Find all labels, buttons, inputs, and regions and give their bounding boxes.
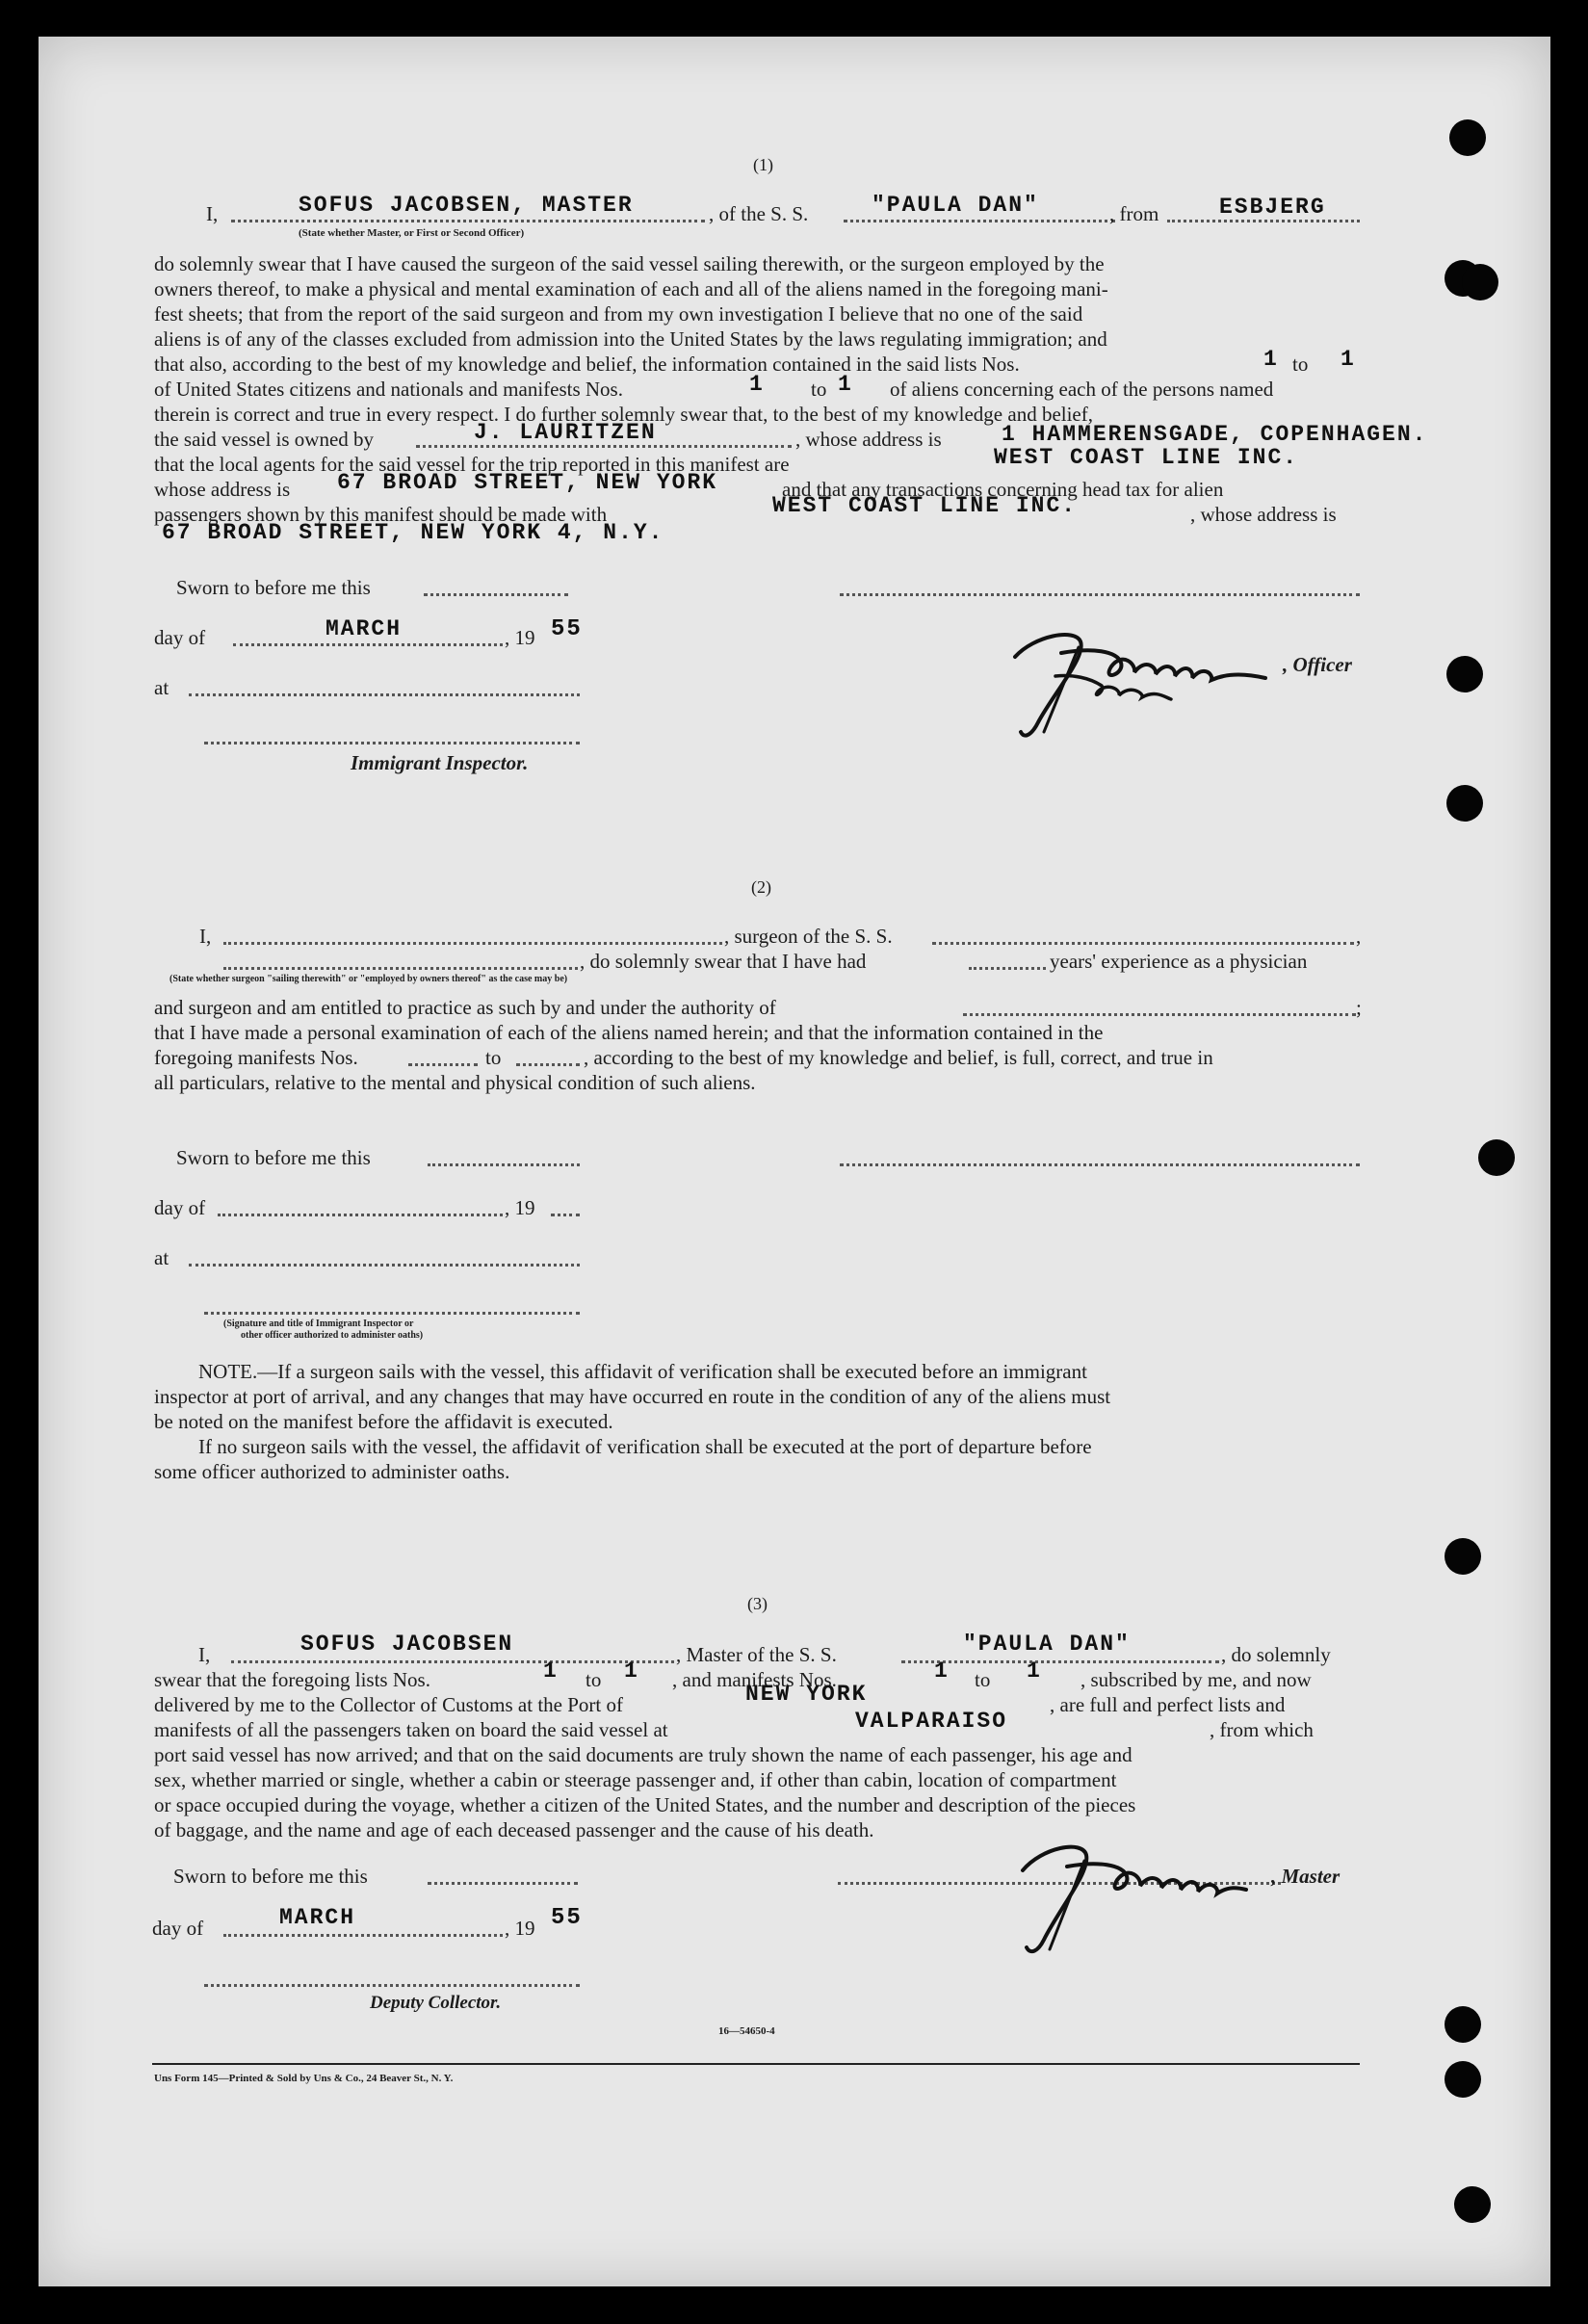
departure-port: ESBJERG (1219, 195, 1326, 220)
blank-line (204, 1312, 580, 1315)
agents-label: that the local agents for the said vessel for the trip reported in this manifest are (154, 453, 790, 476)
blank-line (428, 1882, 578, 1885)
sworn-label: Sworn to before me this (173, 1865, 368, 1888)
blank-line (840, 593, 1360, 596)
punch-hole (1454, 2186, 1491, 2223)
blank-line (428, 1163, 580, 1166)
note-line: If no surgeon sails with the vessel, the affidavit of verification shall be executed at the port of departure before (198, 1435, 1092, 1458)
blank-line (969, 967, 1046, 970)
swear-lists-text: swear that the foregoing lists Nos. (154, 1668, 430, 1691)
passengers-label: passengers shown by this manifest should be made with (154, 503, 608, 526)
blank-line (416, 445, 792, 448)
lists-from-3: 1 (543, 1658, 559, 1684)
day-of-label: day of (154, 626, 206, 649)
blank-line (223, 1934, 503, 1937)
punch-hole (1449, 119, 1486, 156)
agents-address: 67 BROAD STREET, NEW YORK (337, 470, 718, 495)
to-word: to (975, 1668, 991, 1691)
year-prefix: , 19 (505, 1196, 535, 1219)
paragraph-line: foregoing manifests Nos. (154, 1046, 358, 1069)
signature-note: other officer authorized to administer oaths) (241, 1330, 424, 1341)
blank-line (1167, 220, 1360, 222)
state-note: (State whether surgeon "sailing therewith" or "employed by owners thereof" as the case may be) (169, 974, 568, 984)
paragraph-line: or space occupied during the voyage, whether a citizen of the United States, and the number and description of the pieces (154, 1793, 1136, 1816)
paragraph-line: aliens is of any of the classes excluded from admission into the United States by the laws regulating immigration; and (154, 327, 1107, 351)
owned-by-label: the said vessel is owned by (154, 428, 375, 451)
punch-hole (1462, 264, 1498, 300)
paragraph-line: all particulars, relative to the mental and physical condition of such aliens. (154, 1071, 756, 1094)
section-number-1: (1) (753, 155, 773, 174)
blank-line (932, 942, 1354, 945)
manifests-all-text: manifests of all the passengers taken on board the said vessel at (154, 1718, 668, 1741)
full-perfect-text: , are full and perfect lists and (1050, 1693, 1286, 1716)
head-tax-label: and that any transactions concerning head tax for alien (782, 478, 1224, 501)
paragraph-line: owners thereof, to make a physical and mental examination of each and all of the aliens named in the foregoing mani- (154, 277, 1108, 300)
sworn-label: Sworn to before me this (176, 1146, 371, 1169)
whose-address-label: , whose address is (795, 428, 942, 451)
manifests-from-3: 1 (934, 1658, 950, 1684)
form-code: 16—54650-4 (718, 2025, 775, 2037)
note-line: inspector at port of arrival, and any changes that may have occurred en route in the condition of any of the aliens must (154, 1385, 1111, 1408)
paragraph-line: of baggage, and the name and age of each deceased passenger and the cause of his death. (154, 1818, 874, 1841)
blank-line (551, 1214, 580, 1216)
officer-label: , Officer (1283, 653, 1352, 676)
punch-hole (1445, 1538, 1481, 1575)
paragraph-line: do solemnly swear that I have caused the surgeon of the said vessel sailing therewith, or the surgeon employed by the (154, 252, 1105, 275)
according-text: , according to the best of my knowledge and belief, is full, correct, and true in (584, 1046, 1213, 1069)
agents-address-label: whose address is (154, 478, 291, 501)
year-prefix: , 19 (505, 1917, 535, 1940)
section-number-3: (3) (747, 1594, 768, 1613)
swear-text: , do solemnly swear that I have had (580, 950, 867, 973)
blank-line (189, 693, 580, 696)
to-word: to (1292, 353, 1309, 376)
blank-line (424, 593, 568, 596)
blank-line (223, 942, 722, 945)
blank-line (516, 1063, 580, 1066)
signature-note: (Signature and title of Immigrant Inspector or (223, 1319, 414, 1329)
collector-label: Deputy Collector. (370, 1993, 502, 2013)
vessel-name-3: "PAULA DAN" (963, 1632, 1131, 1657)
owner-address: 1 HAMMERENSGADE, COPENHAGEN. (1002, 422, 1428, 447)
master-signature (990, 1826, 1260, 1961)
day-of-label: day of (152, 1917, 204, 1940)
footer-rule (152, 2063, 1360, 2065)
blank-line (218, 1214, 503, 1216)
semicolon: ; (1356, 996, 1362, 1019)
from-label: , from (1109, 202, 1159, 225)
of-aliens-text: of aliens concerning each of the persons named (890, 378, 1274, 401)
oath-prefix: I, (199, 925, 212, 948)
master-name-3: SOFUS JACOBSEN (300, 1632, 514, 1657)
master-label: , Master (1271, 1865, 1341, 1888)
day-of-label: day of (154, 1196, 206, 1219)
comma: , (1356, 925, 1362, 948)
sworn-label: Sworn to before me this (176, 576, 371, 599)
paragraph-line: that also, according to the best of my knowledge and belief, the information contained in the said lists Nos. (154, 353, 1020, 376)
from-which-text: , from which (1210, 1718, 1314, 1741)
owner-name: J. LAURITZEN (474, 420, 657, 445)
at-label: at (154, 676, 169, 699)
oath-prefix: I, (198, 1643, 211, 1666)
punch-hole (1445, 2061, 1481, 2098)
and-manifests-text: , and manifests Nos. (672, 1668, 837, 1691)
whose-address-is: , whose address is (1190, 503, 1337, 526)
sworn-month: MARCH (325, 616, 403, 641)
blank-line (840, 1163, 1360, 1166)
master-name: SOFUS JACOBSEN, MASTER (299, 193, 634, 218)
note-line: NOTE.—If a surgeon sails with the vessel, this affidavit of verification shall be executed before an immigrant (198, 1360, 1087, 1383)
blank-line (223, 967, 578, 970)
experience-text: years' experience as a physician (1050, 950, 1308, 973)
vessel-name: "PAULA DAN" (872, 193, 1039, 218)
blank-line (844, 220, 1115, 222)
paragraph-line: of United States citizens and nationals and manifests Nos. (154, 378, 623, 401)
inspector-label: Immigrant Inspector. (351, 751, 529, 774)
manifests-from: 1 (749, 372, 765, 397)
punch-hole (1446, 785, 1483, 822)
master-of-label: , Master of the S. S. (676, 1643, 837, 1666)
oath-prefix: I, (206, 202, 219, 225)
note-line: some officer authorized to administer oaths. (154, 1460, 510, 1483)
punch-hole (1478, 1139, 1515, 1176)
year-prefix: , 19 (505, 626, 535, 649)
delivered-text: delivered by me to the Collector of Customs at the Port of (154, 1693, 623, 1716)
sworn-month-3: MARCH (279, 1905, 356, 1930)
punch-hole (1446, 656, 1483, 692)
surgeon-of-label: , surgeon of the S. S. (724, 925, 893, 948)
sworn-year: 55 (551, 616, 583, 642)
solemnly-text: , do solemnly (1221, 1643, 1331, 1666)
embark-port: VALPARAISO (855, 1709, 1008, 1734)
lists-to-3: 1 (624, 1658, 639, 1684)
head-tax-agent: WEST COAST LINE INC. (772, 493, 1078, 518)
blank-line (408, 1063, 478, 1066)
note-line: be noted on the manifest before the affidavit is executed. (154, 1410, 613, 1433)
manifests-to: 1 (838, 372, 853, 397)
section-number-2: (2) (751, 877, 771, 897)
paragraph-line: that I have made a personal examination of each of the aliens named herein; and that the information contained in the (154, 1021, 1104, 1044)
to-word: to (586, 1668, 602, 1691)
arrival-port: NEW YORK (745, 1682, 868, 1707)
paragraph-line: port said vessel has now arrived; and that on the said documents are truly shown the name of each passenger, his age and (154, 1743, 1132, 1766)
of-ss-label: , of the S. S. (709, 202, 809, 225)
blank-line (204, 742, 580, 744)
paragraph-line: fest sheets; that from the report of the said surgeon and from my own investigation I believe that no one of the said (154, 302, 1083, 326)
officer-note: (State whether Master, or First or Second Officer) (299, 227, 525, 239)
paragraph-line: and surgeon and am entitled to practice as such by and under the authority of (154, 996, 776, 1019)
blank-line (189, 1264, 580, 1266)
lists-to: 1 (1341, 347, 1356, 372)
blank-line (231, 220, 705, 222)
blank-line (204, 1984, 580, 1987)
blank-line (963, 1013, 1356, 1016)
to-word: to (485, 1046, 502, 1069)
sworn-year-3: 55 (551, 1905, 583, 1931)
blank-line (233, 643, 503, 646)
officer-signature (986, 618, 1290, 745)
paragraph-line: sex, whether married or single, whether a cabin or steerage passenger and, if other than cabin, location of compartment (154, 1768, 1117, 1791)
agents-name: WEST COAST LINE INC. (994, 445, 1299, 470)
head-tax-address: 67 BROAD STREET, NEW YORK 4, N.Y. (162, 520, 664, 545)
to-word: to (811, 378, 827, 401)
paragraph-line: therein is correct and true in every respect. I do further solemnly swear that, to the best of my knowledge and belief, (154, 403, 1093, 426)
manifests-to-3: 1 (1027, 1658, 1042, 1684)
printer-credit: Uns Form 145—Printed & Sold by Uns & Co., 24 Beaver St., N. Y. (154, 2073, 454, 2084)
subscribed-text: , subscribed by me, and now (1080, 1668, 1312, 1691)
punch-hole (1445, 2006, 1481, 2043)
blank-line (231, 1660, 674, 1663)
at-label: at (154, 1246, 169, 1269)
lists-from: 1 (1263, 347, 1279, 372)
